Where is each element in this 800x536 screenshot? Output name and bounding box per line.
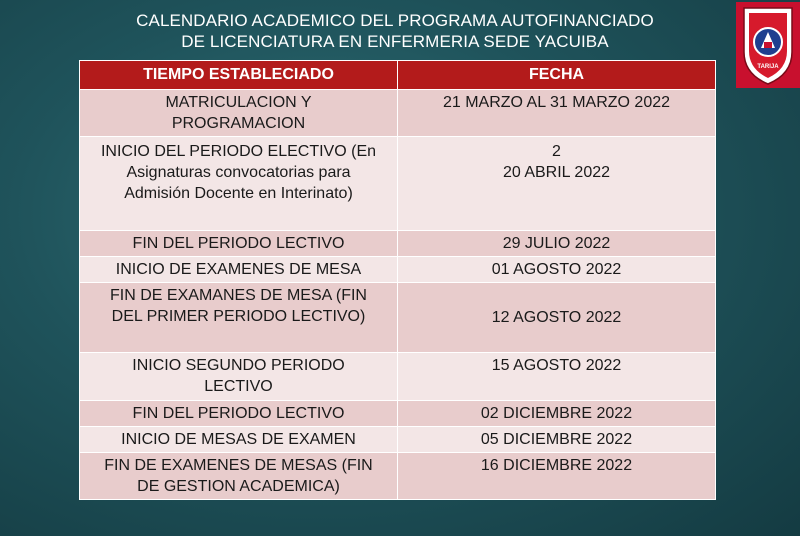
academic-calendar-table bbox=[79, 60, 716, 500]
cell-fecha: 29 JULIO 2022 bbox=[398, 231, 716, 257]
table-row bbox=[80, 453, 716, 500]
table-row bbox=[80, 283, 716, 353]
cell-fecha: 16 DICIEMBRE 2022 bbox=[398, 453, 716, 500]
cell-fecha: 12 AGOSTO 2022 bbox=[398, 283, 716, 353]
cell-fecha: 02 DICIEMBRE 2022 bbox=[398, 401, 716, 427]
table-row bbox=[80, 231, 716, 257]
cell-fecha: 01 AGOSTO 2022 bbox=[398, 257, 716, 283]
title-line-2: DE LICENCIATURA EN ENFERMERIA SEDE YACUIBA bbox=[181, 32, 609, 51]
cell-fecha: 21 MARZO AL 31 MARZO 2022 bbox=[398, 90, 716, 137]
university-shield-logo bbox=[736, 2, 800, 88]
cell-tiempo: INICIO DE EXAMENES DE MESA bbox=[80, 257, 398, 283]
cell-fecha: 05 DICIEMBRE 2022 bbox=[398, 427, 716, 453]
page-title bbox=[70, 10, 720, 52]
table-row bbox=[80, 90, 716, 137]
cell-fecha bbox=[398, 137, 716, 231]
cell-tiempo: INICIO DE MESAS DE EXAMEN bbox=[80, 427, 398, 453]
table-row bbox=[80, 257, 716, 283]
column-header-tiempo: TIEMPO ESTABLECIADO bbox=[80, 61, 398, 90]
table-row bbox=[80, 427, 716, 453]
cell-fecha-line: 2 bbox=[552, 143, 561, 160]
table-header-row bbox=[80, 61, 716, 90]
table-row bbox=[80, 401, 716, 427]
table-row bbox=[80, 137, 716, 231]
logo-text: TARIJA bbox=[757, 64, 779, 70]
cell-tiempo: FIN DE EXAMENES DE MESAS (FIN DE GESTION ACADEMICA) bbox=[80, 453, 398, 500]
cell-tiempo: INICIO DEL PERIODO ELECTIVO (En Asignaturas convocatorias para Admisión Docente en Interinato) bbox=[80, 137, 398, 231]
cell-tiempo: MATRICULACION Y PROGRAMACION bbox=[80, 90, 398, 137]
cell-tiempo: FIN DE EXAMANES DE MESA (FIN DEL PRIMER PERIODO LECTIVO) bbox=[80, 283, 398, 353]
cell-tiempo: INICIO SEGUNDO PERIODO LECTIVO bbox=[80, 353, 398, 401]
cell-fecha: 15 AGOSTO 2022 bbox=[398, 353, 716, 401]
title-line-1: CALENDARIO ACADEMICO DEL PROGRAMA AUTOFINANCIADO bbox=[136, 11, 654, 30]
cell-fecha-line: 20 ABRIL 2022 bbox=[502, 164, 611, 181]
cell-tiempo: FIN DEL PERIODO LECTIVO bbox=[80, 231, 398, 257]
cell-tiempo: FIN DEL PERIODO LECTIVO bbox=[80, 401, 398, 427]
column-header-fecha: FECHA bbox=[398, 61, 716, 90]
table-row bbox=[80, 353, 716, 401]
